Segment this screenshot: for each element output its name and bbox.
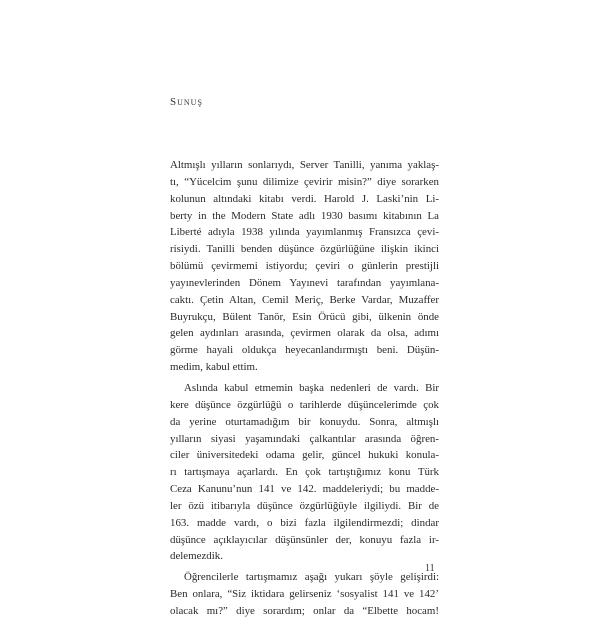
text-line: berty in the Modern State adlı 1930 basımı kitabının La	[170, 209, 439, 222]
text-line: düşünce açıklayıcılar düşünsünler der, konuyu fazla ir-	[170, 533, 439, 546]
body-text	[170, 157, 439, 620]
text-line: Altmışlı yılların sonlarıydı, Server Tanilli, yanıma yaklaş-	[170, 159, 439, 171]
text-line: Öğrencilerle tartışmamız aşağı yukarı şöyle gelişirdi:	[184, 571, 439, 584]
text-line: da yerine oturtamadığım bir konuydu. Sonra, altmışlı	[170, 415, 439, 428]
text-line: yılların siyasi yaşamındaki çalkantılar arasında öğren-	[170, 432, 439, 445]
text-line: Buyrukçu, Bülent Tanör, Esin Örücü gibi, ülkenin önde	[170, 310, 439, 323]
text-line: 163. madde vardı, o bizi fazla ilgilendirmezdi; dindar	[170, 516, 439, 529]
page-number: 11	[425, 563, 435, 574]
text-line: tı, “Yücelcim şunu dilimize çevirir misin?” diye sorarken	[170, 175, 439, 188]
paragraph-1	[170, 157, 439, 376]
text-line: risiydi. Tanilli benden düşünce özgürlüğüne ilişkin ikinci	[170, 243, 439, 256]
text-line: ler özü itibarıyla düşünce özgürlüğüyle ilgiliydi. Bir de	[170, 499, 439, 512]
text-line: Aslında kabul etmemin başka nedenleri de vardı. Bir	[184, 381, 439, 394]
text-line: kolunun altındaki kitabı verdi. Harold J. Laski’nin Li-	[170, 192, 439, 205]
text-line: Liberté adıyla 1938 yılında yayımlanmış Fransızca çevi-	[170, 226, 439, 239]
section-heading: Sunuş	[170, 96, 203, 108]
paragraph-3	[170, 569, 439, 620]
text-line: medim, kabul ettim.	[170, 361, 258, 374]
text-line: delemezdik.	[170, 550, 223, 563]
text-line: görme hayali oldukça heyecanlandırmıştı beni. Düşün-	[170, 344, 439, 357]
text-line: Ceza Kanunu’nun 141 ve 142. maddeleriydi; bu madde-	[170, 483, 439, 496]
text-line: olacak mı?” diye sorardım; onlar da “Elbette hocam!	[170, 604, 439, 617]
text-line: ciler üniversitedeki odama gelir, güncel hukuki konula-	[170, 449, 439, 462]
text-line: yayınevlerinden Dönem Yayınevi tarafından yayımlana-	[170, 276, 439, 289]
text-line: rı tartışmaya açarlardı. En çok tartıştığımız konu Türk	[170, 466, 439, 479]
paragraph-2	[170, 380, 439, 565]
text-line: kere düşünce özgürlüğü o tarihlerde düşüncelerimde çok	[170, 398, 439, 411]
text-line: Ben onlara, “Siz iktidara gelirseniz ‘sosyalist 141 ve 142’	[170, 588, 439, 601]
text-line: bölümü çevirmemi istiyordu; çeviri o günlerin prestijli	[170, 260, 439, 273]
text-line: caktı. Çetin Altan, Cemil Meriç, Berke Vardar, Muzaffer	[170, 293, 439, 306]
text-line: gelen aydınları arasında, çevirmen olarak da olsa, adımı	[170, 327, 439, 340]
